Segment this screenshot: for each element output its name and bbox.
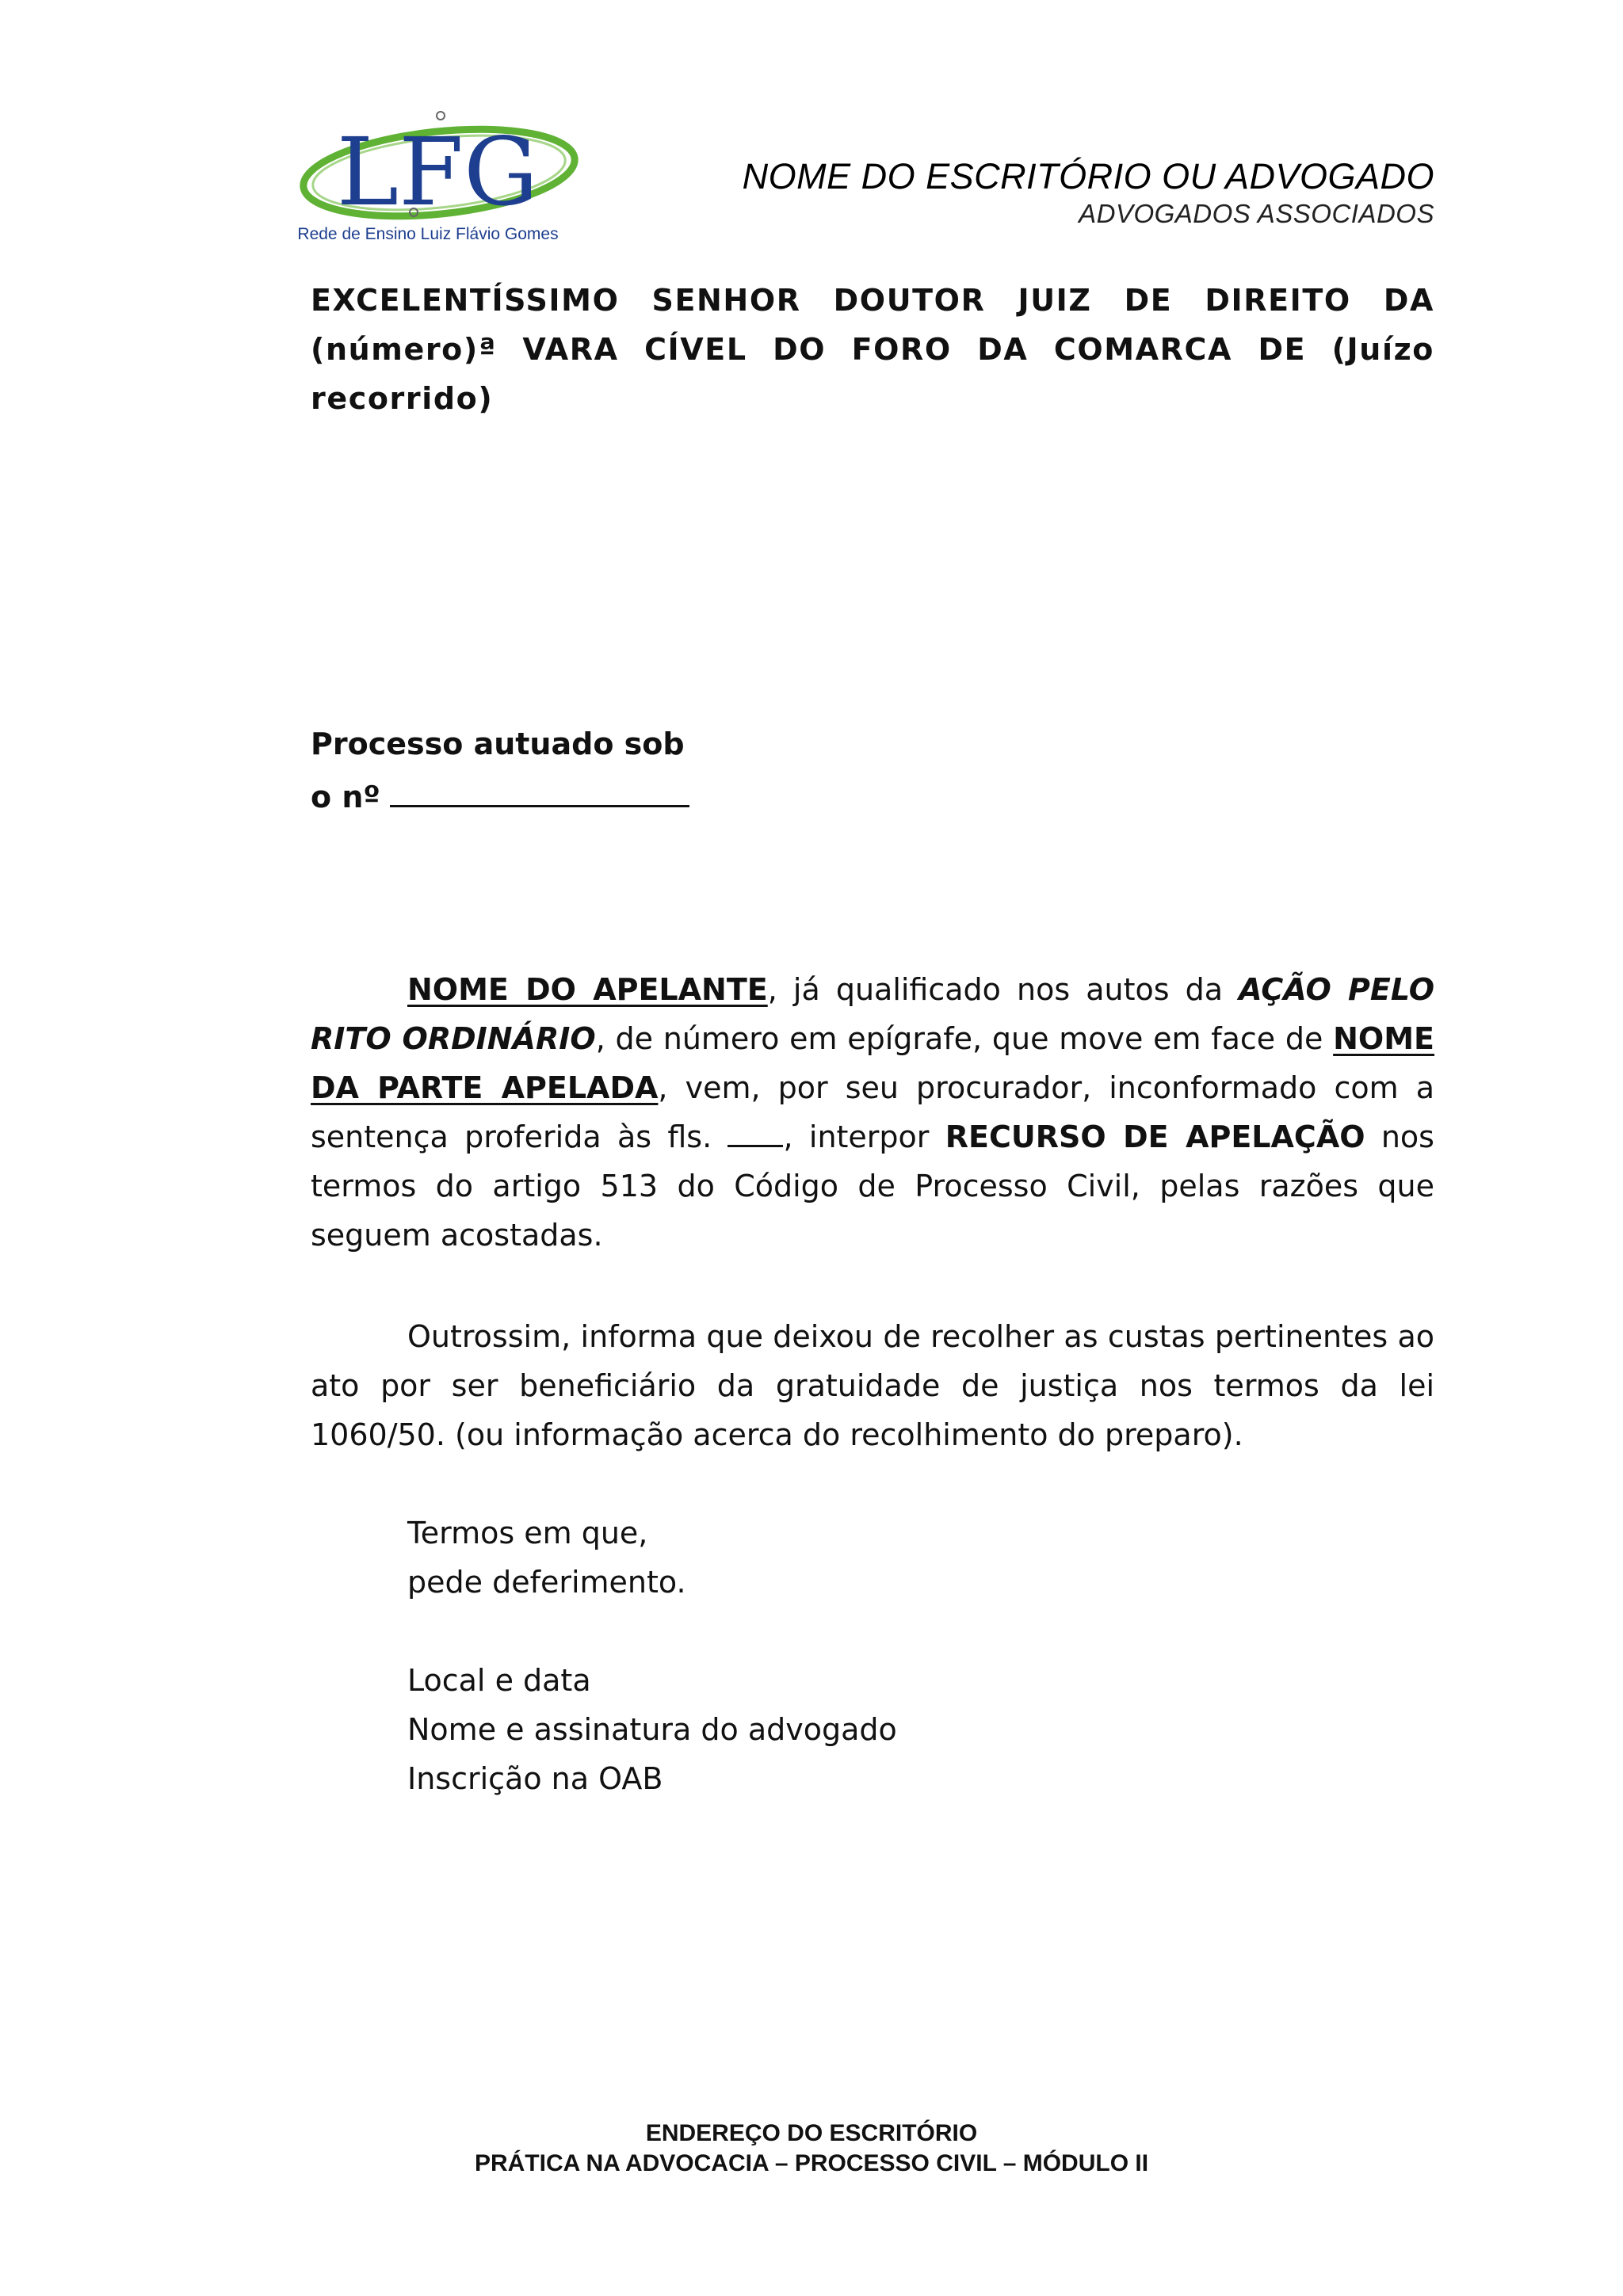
page-footer [0, 2119, 1623, 2179]
p1-text-5: nos termos do artigo 513 do Código de Processo Civil, pelas razões que seguem acostadas. [311, 1119, 1434, 1253]
lfg-logo [295, 103, 580, 250]
apelada-name: NOME DA PARTE APELADA [311, 1021, 1435, 1105]
firm-subtitle: ADVOGADOS ASSOCIADOS [1079, 199, 1434, 228]
footer-address: ENDEREÇO DO ESCRITÓRIO [645, 2120, 978, 2146]
processo-line1: Processo autuado sob [311, 727, 685, 761]
firm-header [743, 155, 1434, 230]
processo-blank [390, 769, 689, 807]
p1-text-3: , vem, por seu procurador, inconformado com a sentença proferida às fls. [311, 1070, 1434, 1154]
fls-blank [727, 1113, 783, 1147]
recurso-name: RECURSO DE APELAÇÃO [945, 1119, 1365, 1154]
p1-text-1: , já qualificado nos autos da [767, 972, 1239, 1007]
addressee: EXCELENTÍSSIMO SENHOR DOUTOR JUIZ DE DIREITO DA (número)ª VARA CÍVEL DO FORO DA COMARCA DE (Juízo recorrido) [311, 283, 1434, 416]
p1-text-4: , interpor [783, 1119, 945, 1154]
signature-block [407, 1656, 897, 1803]
closing-line2: pede deferimento. [407, 1565, 686, 1600]
signature-line: Nome e assinatura do advogado [407, 1712, 897, 1747]
oab-line: Inscrição na OAB [407, 1761, 663, 1796]
closing-request [407, 1508, 686, 1607]
firm-name: NOME DO ESCRITÓRIO OU ADVOGADO [742, 156, 1434, 196]
paragraph-appeal [311, 965, 1434, 1260]
apelante-name: NOME DO APELANTE [407, 972, 768, 1007]
logo-tagline: Rede de Ensino Luiz Flávio Gomes [297, 225, 559, 243]
p1-text-2: , de número em epígrafe, que move em face de [595, 1021, 1334, 1056]
local-date: Local e data [407, 1663, 591, 1698]
closing-line1: Termos em que, [407, 1516, 648, 1550]
logo-text: LFG [336, 117, 539, 227]
paragraph-custas: Outrossim, informa que deixou de recolher as custas pertinentes ao ato por ser beneficiário da gratuidade de justiça nos termos da lei 1060/50. (ou informação acerca do recolhimento do preparo). [311, 1319, 1434, 1452]
footer-module: PRÁTICA NA ADVOCACIA – PROCESSO CIVIL – MÓDULO II [474, 2150, 1149, 2176]
processo-line2: o nº [311, 780, 380, 814]
acao-name: AÇÃO PELO RITO ORDINÁRIO [311, 972, 1435, 1056]
processo-number [311, 719, 689, 822]
